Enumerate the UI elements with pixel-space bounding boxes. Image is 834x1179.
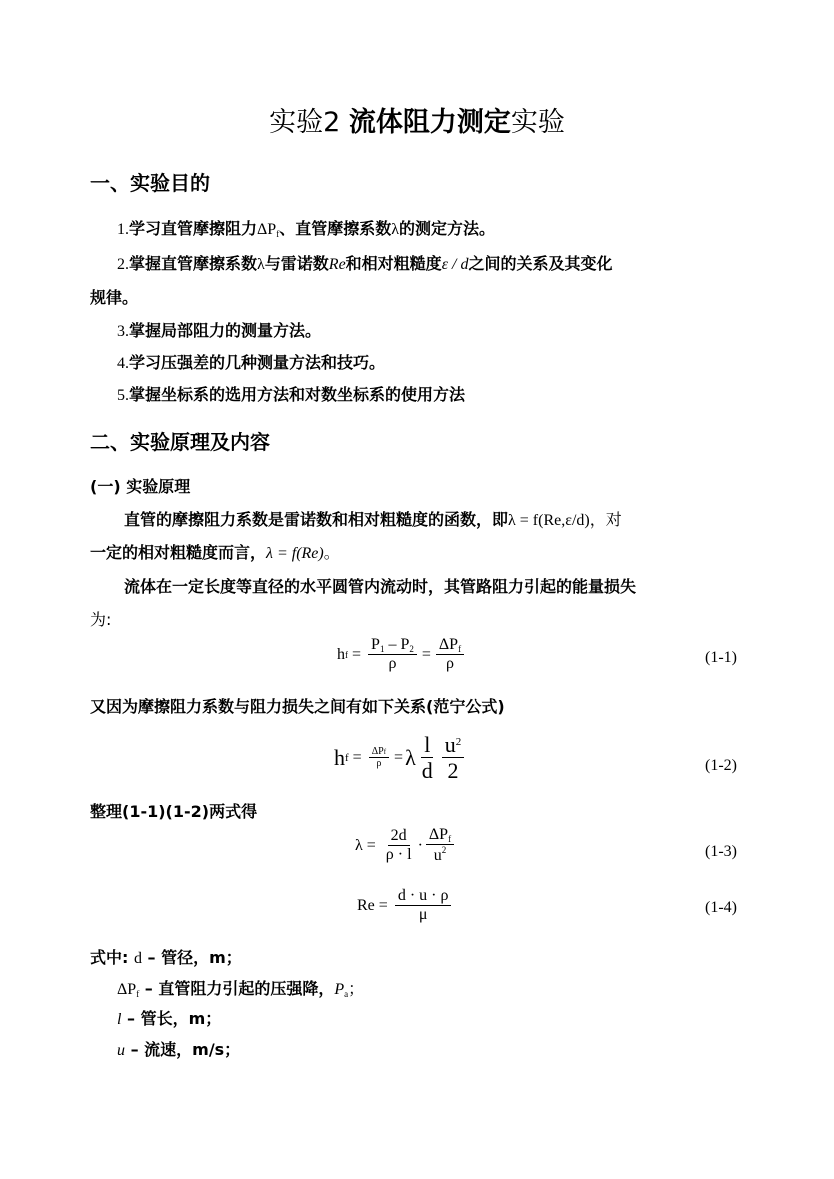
definition-u: u – 流速，m/s； (117, 1040, 241, 1059)
paragraph-3-line-1: 流体在一定长度等直径的水平圆管内流动时，其管路阻力引起的能量损失 (124, 577, 637, 596)
definition-delta-p: $\Delta P_f$ – 直管阻力引起的压强降，$P_a$； (117, 979, 365, 999)
definition-d: 式中: d – 管径，m； (90, 948, 242, 967)
equation-1-3-fraction-2: $\frac{\Delta P_f}{u^2}$ (426, 826, 454, 866)
objective-5: 5.掌握坐标系的选用方法和对数坐标系的使用方法 (117, 385, 466, 404)
subsection-heading: (一) 实验原理 (90, 477, 191, 496)
document-title (0, 100, 834, 139)
equation-1-3: λ = $\frac{2d}{\rho \cdot l}$ · $\frac{\Delta P_f}{u^2}$ (355, 826, 457, 866)
title-part-2: 流体阻力测定 (348, 107, 511, 138)
objective-2-continued: 规律。 (90, 288, 139, 307)
equation-1-1: h f = $\frac{P_1 - P_2}{\rho}$ = $\frac{\Delta P_f}{\rho}$ (337, 636, 467, 674)
section1-heading: 一、实验目的 (90, 171, 210, 195)
paragraph-1: 直管的摩擦阻力系数是雷诺数和相对粗糙度的函数，即λ = f(Re,ε/d)，对 (124, 510, 622, 529)
equation-1-4: Re = $\frac{d \cdot u \cdot \rho}{\mu}$ (357, 887, 454, 925)
equation-1-4-fraction: $\frac{d \cdot u \cdot \rho}{\mu}$ (395, 887, 452, 925)
equation-1-4-number: (1-4) (705, 899, 737, 916)
equation-1-1-fraction-2: $\frac{\Delta P_f}{\rho}$ (436, 636, 464, 674)
objective-4: 4.学习压强差的几种测量方法和技巧。 (117, 353, 386, 372)
paragraph-5: 整理(1-1)(1-2)两式得 (90, 802, 258, 821)
equation-1-2-fraction-1: $\frac{\text{ΔPf}}{\rho}$ (369, 746, 389, 770)
title-part-3: 实验 (510, 107, 565, 138)
equation-1-2: h f = $\frac{\text{ΔPf}}{\rho}$ = λ $\frac{l}{d}$ $\frac{u^2}{2}$ (334, 732, 467, 784)
paragraph-2: 一定的相对粗糙度而言，λ = f(Re)。 (90, 543, 340, 562)
equation-1-1-number: (1-1) (705, 649, 737, 666)
objective-1: 1.学习直管摩擦阻力$\Delta P_f$、直管摩擦系数λ的测定方法。 (117, 219, 495, 239)
paragraph-4: 又因为摩擦阻力系数与阻力损失之间有如下关系(范宁公式) (90, 697, 505, 716)
equation-1-2-fraction-2: $\frac{l}{d}$ (421, 732, 433, 784)
equation-1-3-number: (1-3) (705, 843, 737, 860)
objective-3: 3.掌握局部阻力的测量方法。 (117, 321, 322, 340)
equation-1-2-number: (1-2) (705, 757, 737, 774)
objective-2: 2.掌握直管摩擦系数λ与雷诺数Re和相对粗糙度ε / d之间的关系及其变化 (117, 254, 613, 273)
definition-l: l – 管长，m； (117, 1009, 222, 1028)
section2-heading: 二、实验原理及内容 (90, 430, 270, 454)
paragraph-3-line-2: 为: (90, 610, 112, 629)
title-part-1: 实验2 (269, 107, 349, 138)
equation-1-1-fraction-1: $\frac{P_1 - P_2}{\rho}$ (368, 636, 417, 674)
equation-1-2-fraction-3: $\frac{u^2}{2}$ (442, 732, 465, 784)
equation-1-3-fraction-1: $\frac{2d}{\rho \cdot l}$ (385, 827, 412, 864)
